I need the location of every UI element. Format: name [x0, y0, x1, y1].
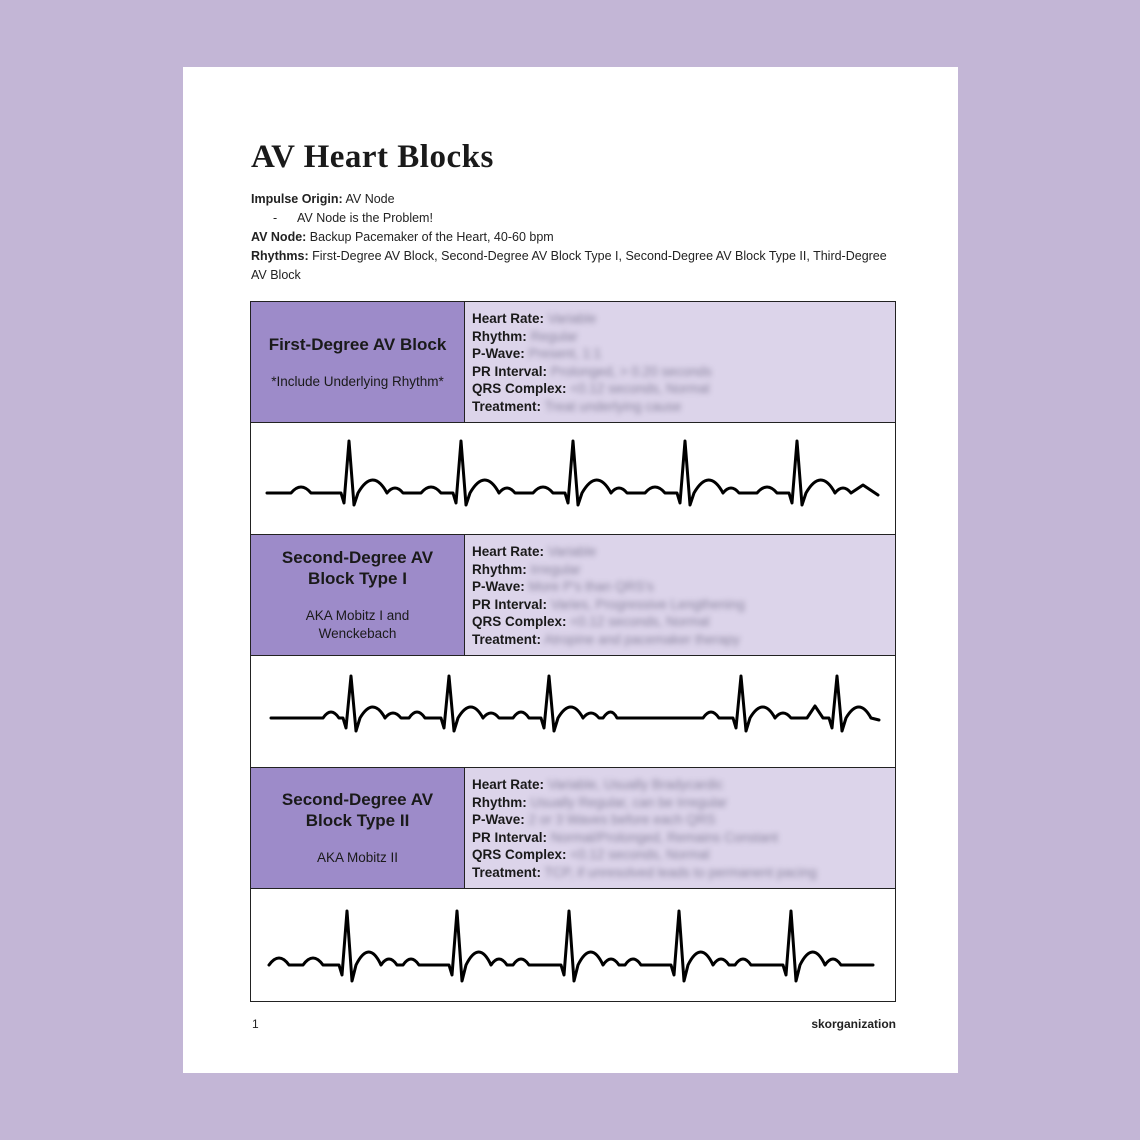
page-number: 1 — [252, 1017, 259, 1031]
qrs-complex-label: QRS Complex: — [472, 381, 567, 397]
ecg-waveform-mobitz-2 — [251, 889, 895, 1001]
ecg-strip-mobitz-1 — [251, 656, 895, 768]
p-wave-value: More P's than QRS's — [528, 579, 654, 595]
av-node-line — [251, 228, 901, 247]
block-title: First-Degree AV Block — [268, 334, 447, 354]
heart-rate-row — [472, 543, 888, 561]
p-wave-label: P-Wave: — [472, 812, 525, 828]
pr-interval-label: PR Interval: — [472, 829, 548, 845]
rhythms-line — [251, 247, 901, 285]
impulse-origin-value: AV Node — [342, 192, 395, 206]
heart-rate-value: Variable — [547, 544, 597, 559]
qrs-complex-row — [472, 380, 888, 398]
pr-interval-row — [472, 829, 888, 847]
treatment-value: TCP, if unresolved leads to permanent pacing — [544, 864, 817, 880]
ecg-waveform-first-degree — [251, 423, 895, 534]
block-details-cell — [465, 768, 895, 888]
pr-interval-row — [472, 363, 888, 381]
treatment-row — [472, 398, 888, 416]
bullet-dash: - — [273, 211, 278, 225]
heart-rate-label: Heart Rate: — [472, 777, 545, 792]
rhythm-row — [472, 328, 888, 346]
block-info-row — [251, 302, 895, 423]
block-label-cell — [251, 302, 465, 422]
p-wave-value: Present, 1:1 — [528, 346, 602, 362]
qrs-complex-label: QRS Complex: — [472, 614, 567, 630]
impulse-sub-line — [251, 209, 901, 228]
rhythm-value: Regular — [530, 328, 578, 344]
rhythm-label: Rhythm: — [472, 328, 527, 344]
intro-section — [251, 190, 901, 285]
p-wave-label: P-Wave: — [472, 579, 525, 595]
ecg-waveform-mobitz-1 — [251, 656, 895, 767]
heart-rate-row — [472, 310, 888, 328]
block-label-cell — [251, 768, 465, 888]
treatment-value: Treat underlying cause — [544, 398, 682, 414]
pr-interval-label: PR Interval: — [472, 363, 548, 379]
treatment-row — [472, 864, 888, 882]
p-wave-row — [472, 811, 888, 829]
block-details-cell — [465, 535, 895, 655]
heart-rate-value: Variable, Usually Bradycardic — [547, 777, 724, 792]
impulse-origin-label: Impulse Origin: — [251, 192, 343, 206]
rhythms-label: Rhythms: — [251, 249, 309, 263]
brand-footer: skorganization — [811, 1017, 896, 1031]
heart-rate-label: Heart Rate: — [472, 544, 545, 559]
impulse-origin-line — [251, 190, 901, 209]
block-note: AKA Mobitz II — [316, 850, 399, 865]
block-info-row — [251, 768, 895, 889]
qrs-complex-row — [472, 613, 888, 631]
qrs-complex-value: <0.12 seconds, Normal — [570, 614, 710, 630]
av-node-label: AV Node: — [251, 230, 307, 244]
qrs-complex-value: <0.12 seconds, Normal — [570, 381, 710, 397]
rhythm-row — [472, 561, 888, 579]
block-details-cell — [465, 302, 895, 422]
p-wave-row — [472, 578, 888, 596]
pr-interval-value: Varies, Progressive Lengthening — [550, 596, 745, 612]
pr-interval-value: Normal/Prolonged, Remains Constant — [550, 829, 779, 845]
block-label-cell — [251, 535, 465, 655]
heart-rate-row — [472, 776, 888, 794]
rhythm-label: Rhythm: — [472, 794, 527, 810]
heart-blocks-table — [250, 301, 896, 1002]
rhythm-value: Irregular — [530, 561, 581, 577]
treatment-value: Atropine and pacemaker therapy — [544, 631, 740, 647]
block-title: Second-Degree AV Block Type II — [281, 790, 434, 830]
p-wave-row — [472, 345, 888, 363]
impulse-sub-text: AV Node is the Problem! — [297, 211, 433, 225]
page-title: AV Heart Blocks — [251, 139, 494, 175]
pr-interval-row — [472, 596, 888, 614]
treatment-label: Treatment: — [472, 398, 542, 414]
p-wave-label: P-Wave: — [472, 346, 525, 362]
qrs-complex-value: <0.12 seconds, Normal — [570, 847, 710, 863]
block-info-row — [251, 535, 895, 656]
block-note: *Include Underlying Rhythm* — [271, 373, 444, 389]
heart-rate-value: Variable — [547, 311, 597, 326]
qrs-complex-row — [472, 846, 888, 864]
rhythms-value: First-Degree AV Block, Second-Degree AV Block Type I, Second-Degree AV Block Type II, Third-Degree AV Block — [251, 249, 887, 282]
pr-interval-value: Prolonged, > 0.20 seconds — [550, 363, 712, 379]
rhythm-row — [472, 794, 888, 812]
ecg-strip-mobitz-2 — [251, 889, 895, 1001]
p-wave-value: 2 or 3 Waves before each QRS — [528, 812, 716, 828]
rhythm-value: Usually Regular, can be Irregular — [530, 794, 728, 810]
ecg-strip-first-degree — [251, 423, 895, 535]
document-page — [183, 67, 958, 1073]
pr-interval-label: PR Interval: — [472, 596, 548, 612]
qrs-complex-label: QRS Complex: — [472, 847, 567, 863]
rhythm-label: Rhythm: — [472, 561, 527, 577]
treatment-label: Treatment: — [472, 864, 542, 880]
block-title: Second-Degree AV Block Type I — [281, 548, 434, 588]
treatment-label: Treatment: — [472, 631, 542, 647]
treatment-row — [472, 631, 888, 649]
block-note: AKA Mobitz I and Wenckebach — [305, 608, 410, 641]
heart-rate-label: Heart Rate: — [472, 311, 545, 326]
av-node-value: Backup Pacemaker of the Heart, 40-60 bpm — [306, 230, 554, 244]
